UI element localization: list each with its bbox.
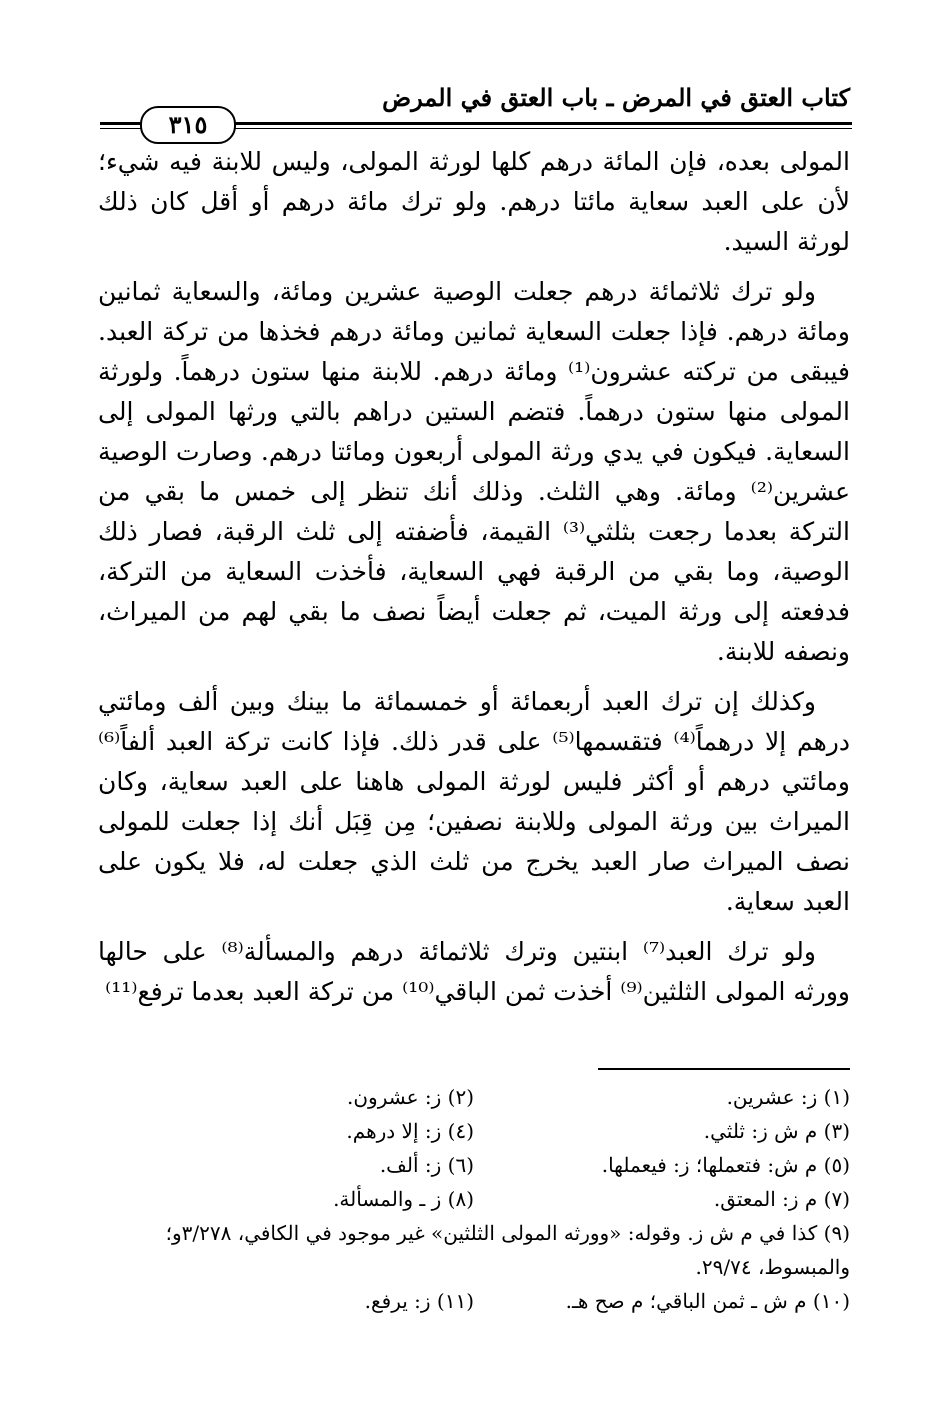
paragraph: المولى بعده، فإن المائة درهم كلها لورثة المولى، وليس للابنة فيه شيء؛ لأن على العبد سعاية مائتا درهم. ولو ترك مائة درهم أو أقل كان ذلك لورثة السيد. xyxy=(98,147,850,256)
footnote-4: (٤) ز: إلا درهم. xyxy=(346,1119,474,1143)
footnote-3: (٣) م ش ز: ثلثي. xyxy=(703,1119,850,1143)
footnote-11: (١١) ز: يرفع. xyxy=(364,1289,474,1313)
footnote-9: (٩) كذا في م ش ز. وقوله: «وورثه المولى الثلثين» غير موجود في الكافي، ٣/٢٧٨و؛ والمبسوط، ٢٩/٧٤. xyxy=(165,1221,850,1279)
footnote-10: (١٠) م ش ـ ثمن الباقي؛ م صح هـ. xyxy=(565,1289,850,1313)
running-header-title: كتاب العتق في المرض ـ باب العتق في المرض xyxy=(382,83,850,112)
paragraph: ولو ترك العبد⁽⁷⁾ ابنتين وترك ثلاثمائة درهم والمسألة⁽⁸⁾ على حالها وورثه المولى الثلثين⁽⁹⁾ أخذت ثمن الباقي⁽¹⁰⁾ من تركة العبد بعدما ترفع⁽¹¹⁾ xyxy=(98,937,850,1006)
footnote-7: (٧) م ز: المعتق. xyxy=(713,1187,850,1211)
footnote-1: (١) ز: عشرين. xyxy=(726,1085,850,1109)
main-text xyxy=(98,142,850,1022)
paragraph: وكذلك إن ترك العبد أربعمائة أو خمسمائة ما بينك وبين ألف ومائتي درهم إلا درهماً⁽⁴⁾ فتقسمها⁽⁵⁾ على قدر ذلك. فإذا كانت تركة العبد ألفاً⁽⁶⁾ ومائتي درهم أو أكثر فليس لورثة المولى هاهنا على العبد سعاية، وكان الميراث بين ورثة المولى وللابنة نصفين؛ مِن قِبَل أنك إذا جعلت للمولى نصف الميراث صار العبد يخرج من ثلث الذي جعلت له، فلا يكون على العبد سعاية. xyxy=(98,687,850,916)
paragraph: ولو ترك ثلاثمائة درهم جعلت الوصية عشرين ومائة، والسعاية ثمانين ومائة درهم. فإذا جعلت السعاية ثمانين ومائة درهم فخذها من تركة العبد. فيبقى من تركته عشرون⁽¹⁾ ومائة درهم. للابنة منها ستون درهماً. ولورثة المولى منها ستون درهماً. فتضم الستين دراهم بالتي ورثها المولى إلى السعاية. فيكون في يدي ورثة المولى أربعون ومائتا درهم. وصارت الوصية عشرين⁽²⁾ ومائة. وهي الثلث. وذلك أنك تنظر إلى خمس ما بقي من التركة بعدما رجعت بثلثي⁽³⁾ القيمة، فأضفته إلى ثلث الرقبة، فصار ذلك الوصية، وما بقي من الرقبة فهي السعاية، فأخذت السعاية من التركة، فدفعته إلى ورثة الميت، ثم جعلت أيضاً نصف ما بقي لهم من الميراث، ونصفه للابنة. xyxy=(98,277,851,666)
footnote-5: (٥) م ش: فتعملها؛ ز: فيعملها. xyxy=(601,1153,850,1177)
page-number: ٣١٥ xyxy=(140,106,236,144)
footnote-6: (٦) ز: ألف. xyxy=(379,1153,474,1177)
footnote-2: (٢) ز: عشرون. xyxy=(347,1085,474,1109)
footnote-separator xyxy=(598,1068,850,1070)
footnote-row xyxy=(98,1182,850,1216)
footnote-8: (٨) ز ـ والمسألة. xyxy=(333,1187,474,1211)
footnote-row xyxy=(98,1114,850,1148)
footnotes xyxy=(98,1080,850,1318)
footnote-row xyxy=(98,1284,850,1318)
footnote-row xyxy=(98,1148,850,1182)
footnote-row xyxy=(98,1080,850,1114)
